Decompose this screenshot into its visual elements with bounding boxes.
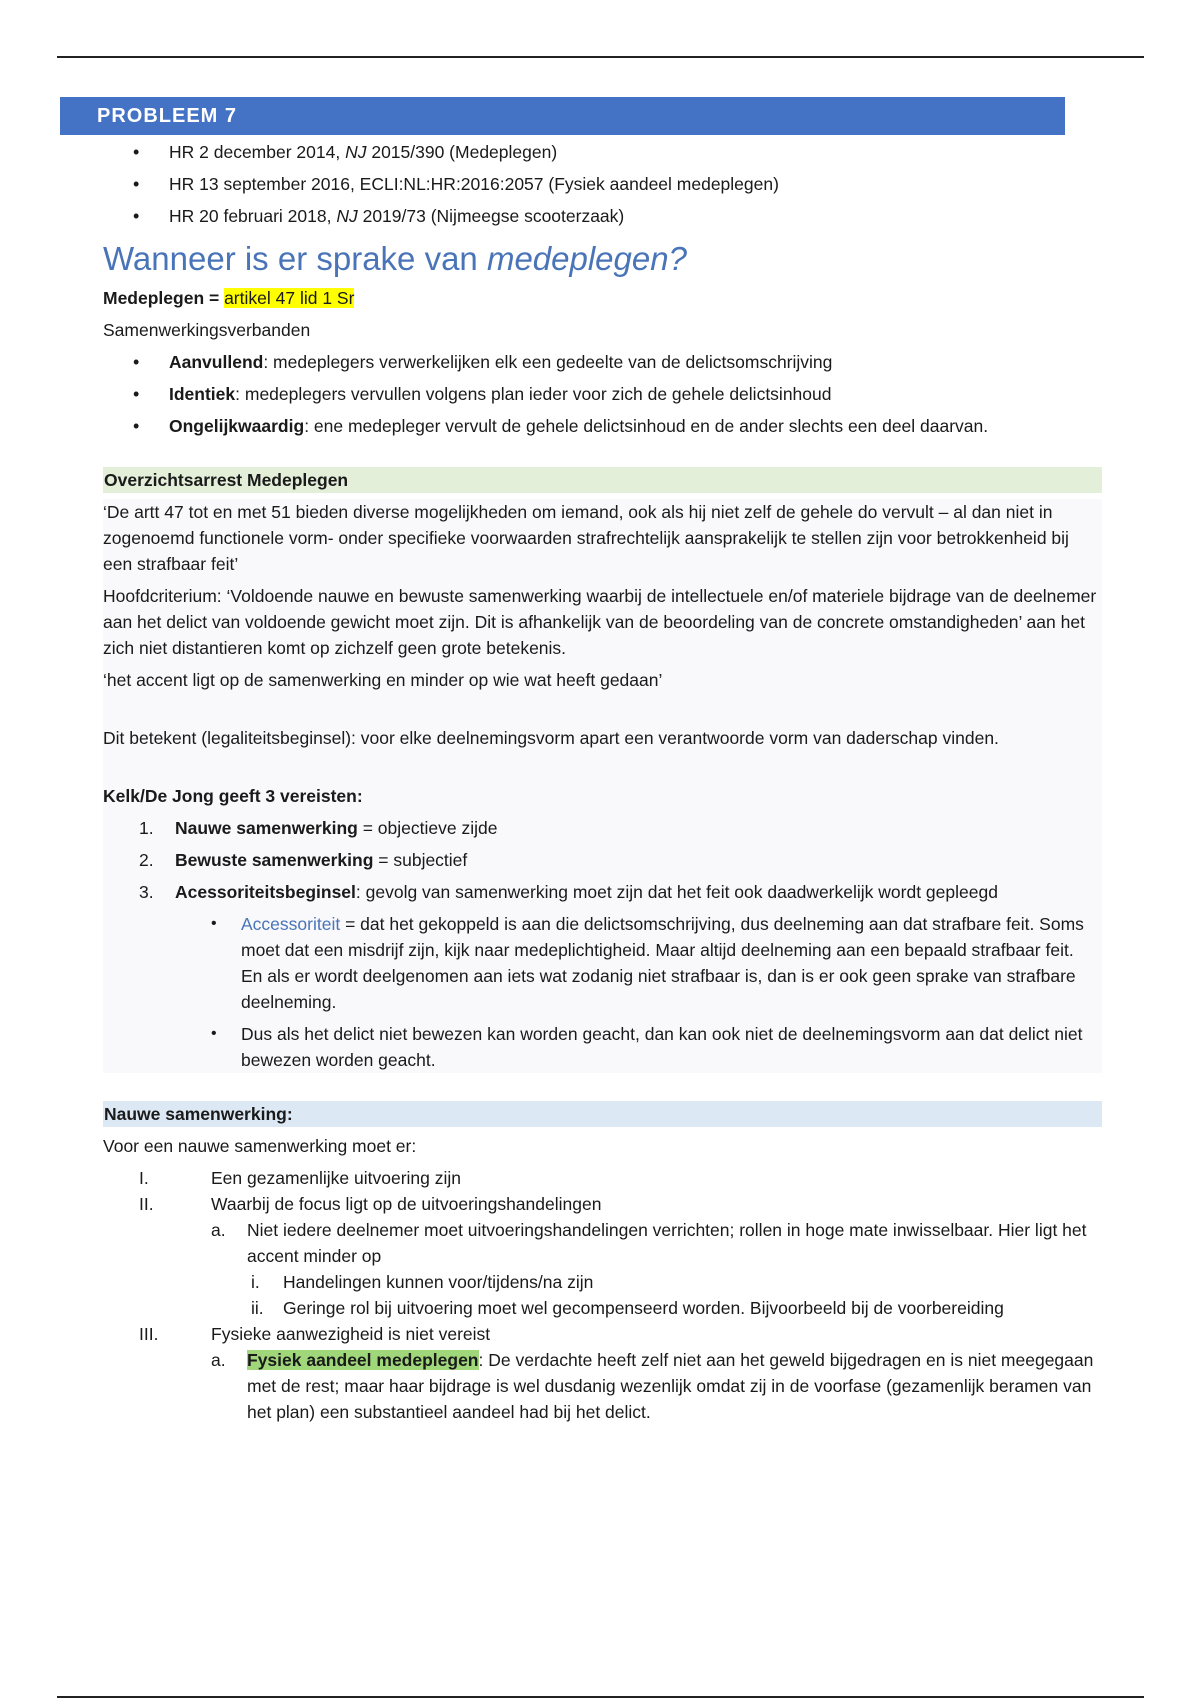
kelk-heading: Kelk/De Jong geeft 3 vereisten: — [103, 786, 363, 806]
nauwe-heading: Nauwe samenwerking: — [103, 1101, 1102, 1127]
list-item: • HR 2 december 2014, NJ 2015/390 (Medeplegen) — [97, 139, 1102, 165]
criterium-paragraph: Hoofdcriterium: ‘Voldoende nauwe en bewuste samenwerking waarbij de intellectuele en/of materiele bijdrage van de deelnemer aan het delict van voldoende gewicht moet zijn. Dit is afhankelijk van de beoordeling van de concrete omstandigheden’ aan het zich niet distantieren komt op zichzelf geen grote betekenis. — [103, 586, 1097, 658]
accent-paragraph: ‘het accent ligt op de samenwerking en minder op wie wat heeft gedaan’ — [103, 670, 663, 690]
list-item: 1. Nauwe samenwerking = objectieve zijde — [139, 818, 498, 838]
list-item: • HR 20 februari 2018, NJ 2019/73 (Nijmeegse scooterzaak) — [97, 203, 1102, 229]
overzicht-heading: Overzichtsarrest Medeplegen — [103, 467, 1102, 493]
list-item: 3. Acessoriteitsbeginsel: gevolg van samenwerking moet zijn dat het feit ook daadwerkelijk wordt gepleegd • Accessoriteit = dat het gekoppeld is aan die delictsomschrijving, dus deelneming aan dat strafbare feit. Soms moet dat een misdrijf zijn, kijk naar medeplichtigheid. Maar altijd deelneming aan een bepaald strafbaar feit. En als er wordt deelgenomen aan iets wat zodanig niet strafbaar is, dan is er ook geen sprake van strafbare deelneming. • Dus als het delict niet bewezen kan worden geacht, dan kan ook niet de deelnemingsvorm aan dat delict niet bewezen worden geacht. — [103, 879, 1098, 1073]
footer-rule — [57, 1696, 1144, 1698]
document-page — [97, 97, 1102, 1425]
highlight-fysiek: Fysiek aandeel medeplegen — [247, 1350, 479, 1370]
list-item: 2. Bewuste samenwerking = subjectief — [139, 850, 468, 870]
list-item: a. Niet iedere deelnemer moet uitvoeringshandelingen verrichten; rollen in hoge mate inwisselbaar. Hier ligt het accent minder op i. Handelingen kunnen voor/tijdens/na zijn ii. Geringe rol bij uitvoering moet wel gecompenseerd worden. Bijvoorbeeld bij de voorbereiding — [211, 1217, 1102, 1321]
samenwerking-title: Samenwerkingsverbanden — [103, 320, 311, 340]
header-rule — [57, 56, 1144, 58]
list-item: a. Fysiek aandeel medeplegen: De verdachte heeft zelf niet aan het geweld bijgedragen en is niet meegegaan met de rest; maar haar bijdrage is wel dusdanig wezenlijk omdat zij in de voorfase (gezamenlijk beramen van het plan) een substantieel aandeel had bij het delict. — [211, 1350, 1094, 1422]
list-item: III. Fysieke aanwezigheid is niet vereist a. Fysiek aandeel medeplegen: De verdachte heeft zelf niet aan het geweld bijgedragen en is niet meegegaan met de rest; maar haar bijdrage is wel dusdanig wezenlijk omdat zij in de voorfase (gezamenlijk beramen van het plan) een substantieel aandeel had bij het delict. — [103, 1321, 1102, 1425]
list-item: ii. Geringe rol bij uitvoering moet wel gecompenseerd worden. Bijvoorbeeld bij de voorbereiding — [251, 1298, 1004, 1318]
case-list — [97, 139, 1102, 229]
section-banner: PROBLEEM 7 — [60, 97, 1065, 135]
list-item: • HR 13 september 2016, ECLI:NL:HR:2016:2057 (Fysiek aandeel medeplegen) — [97, 171, 1102, 197]
list-item: i. Handelingen kunnen voor/tijdens/na zijn — [251, 1272, 594, 1292]
accessoriteit-list — [175, 911, 1098, 1073]
list-item: • Identiek: medeplegers vervullen volgens plan ieder voor zich de gehele delictsinhoud — [97, 381, 1102, 407]
betekent-paragraph: Dit betekent (legaliteitsbeginsel): voor elke deelnemingsvorm apart een verantwoorde vorm van daderschap vinden. — [103, 728, 999, 748]
accessoriteit-link[interactable]: Accessoriteit — [241, 914, 341, 934]
list-item: I. Een gezamenlijke uitvoering zijn — [139, 1168, 461, 1188]
types-list — [97, 349, 1102, 439]
list-item: • Aanvullend: medeplegers verwerkelijken elk een gedeelte van de delictsomschrijving — [97, 349, 1102, 375]
quote-paragraph: ‘De artt 47 tot en met 51 bieden diverse mogelijkheden om iemand, ook als hij niet zelf de gehele do vervult – al dan niet in zogenoemd functionele vorm- onder specifieke voorwaarden strafrechtelijk aansprakelijk te stellen zijn voor betrokkenheid bij een strafbaar feit’ — [103, 502, 1069, 574]
nauwe-list — [103, 1165, 1102, 1425]
list-item: • Ongelijkwaardig: ene medepleger vervult de gehele delictsinhoud en de ander slechts een deel daarvan. — [97, 413, 1102, 439]
highlight-article: artikel 47 lid 1 Sr — [224, 288, 355, 308]
page-title: Wanneer is er sprake van medeplegen? — [103, 240, 687, 277]
list-item: • Dus als het delict niet bewezen kan worden geacht, dan kan ook niet de deelnemingsvorm aan dat delict niet bewezen worden geacht. — [175, 1021, 1098, 1073]
list-item: II. Waarbij de focus ligt op de uitvoeringshandelingen a. Niet iedere deelnemer moet uitvoeringshandelingen verrichten; rollen in hoge mate inwisselbaar. Hier ligt het accent minder op i. Handelingen kunnen voor/tijdens/na zijn ii. Geringe rol bij uitvoering moet wel gecompenseerd worden. Bijvoorbeeld bij de voorbereiding — [103, 1191, 1102, 1321]
vereisten-list — [103, 815, 1098, 1073]
definition: Medeplegen = artikel 47 lid 1 Sr — [103, 288, 355, 308]
overzicht-body — [103, 499, 1102, 1073]
nauwe-intro: Voor een nauwe samenwerking moet er: — [103, 1136, 417, 1156]
list-item: • Accessoriteit = dat het gekoppeld is aan die delictsomschrijving, dus deelneming aan dat strafbare feit. Soms moet dat een misdrijf zijn, kijk naar medeplichtigheid. Maar altijd deelneming aan een bepaald strafbaar feit. En als er wordt deelgenomen aan iets wat zodanig niet strafbaar is, dan is er ook geen sprake van strafbare deelneming. — [175, 911, 1098, 1015]
